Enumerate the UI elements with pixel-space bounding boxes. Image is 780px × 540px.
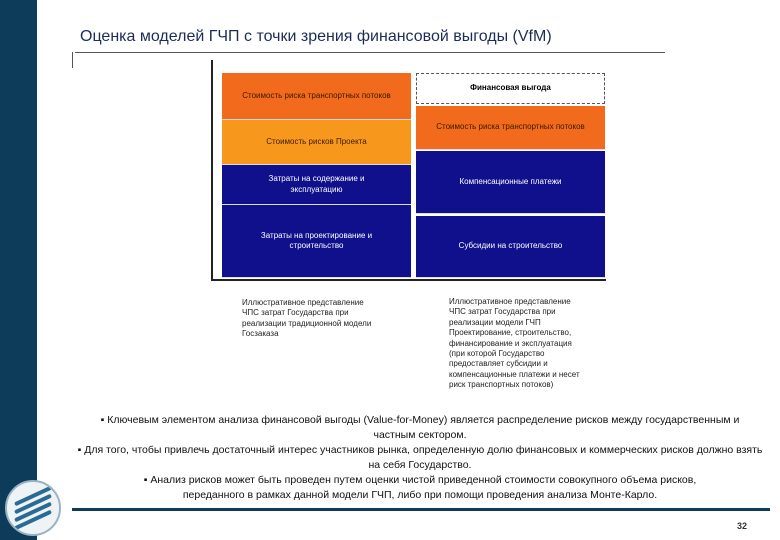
right-block-financial-benefit: Финансовая выгода (416, 73, 605, 104)
left-block-maintenance-costs: Затраты на содержание и эксплуатацию (222, 165, 411, 205)
left-block-construction-costs: Затраты на проектирование и строительство (222, 205, 411, 278)
y-axis (211, 60, 213, 281)
title-divider-tick (72, 52, 73, 68)
right-caption: Иллюстративное представление ЧПС затрат Государства при реализации модели ГЧП Проектирование, строительство, финансирование и эксплуатация (при которой Государство предоставляет субсидии и компенсационные платежи и несет риск транспортных потоков) (449, 297, 580, 390)
bullet-item: ▪ Для того, чтобы привлечь достаточный интерес участников рынка, определенную долю финансовых и коммерческих рисков должно взять на себя Государство. (77, 444, 763, 471)
sidebar-band (0, 0, 37, 540)
right-block-traffic-risk: Стоимость риска транспортных потоков (416, 106, 605, 150)
title-divider (75, 52, 665, 53)
company-logo (5, 480, 61, 536)
bullet-item: ▪ Анализ рисков может быть проведен путем оценки чистой приведенной стоимости совокупного объема рисков, переданного в рамках данной модели ГЧП, либо при помощи проведения анализа Монте-Карло. (143, 474, 697, 501)
bullet-list (75, 413, 765, 503)
left-block-traffic-risk: Стоимость риска транспортных потоков (222, 73, 411, 120)
left-block-project-risk: Стоимость рисков Проекта (222, 120, 411, 165)
page-title: Оценка моделей ГЧП с точки зрения финансовой выгоды (VfM) (80, 28, 552, 45)
right-block-compensation-payments: Компенсационные платежи (416, 151, 605, 214)
footer-divider (72, 508, 770, 511)
x-axis (211, 279, 606, 281)
page-number: 32 (737, 521, 748, 531)
left-caption: Иллюстративное представление ЧПС затрат Государства при реализации традиционной модели Госзаказа (242, 298, 372, 339)
right-block-construction-subsidies: Субсидии на строительство (416, 216, 605, 278)
bullet-item: ▪ Ключевым элементом анализа финансовой выгоды (Value-for-Money) является распределение рисков между государственным и частным сектором. (100, 414, 740, 441)
